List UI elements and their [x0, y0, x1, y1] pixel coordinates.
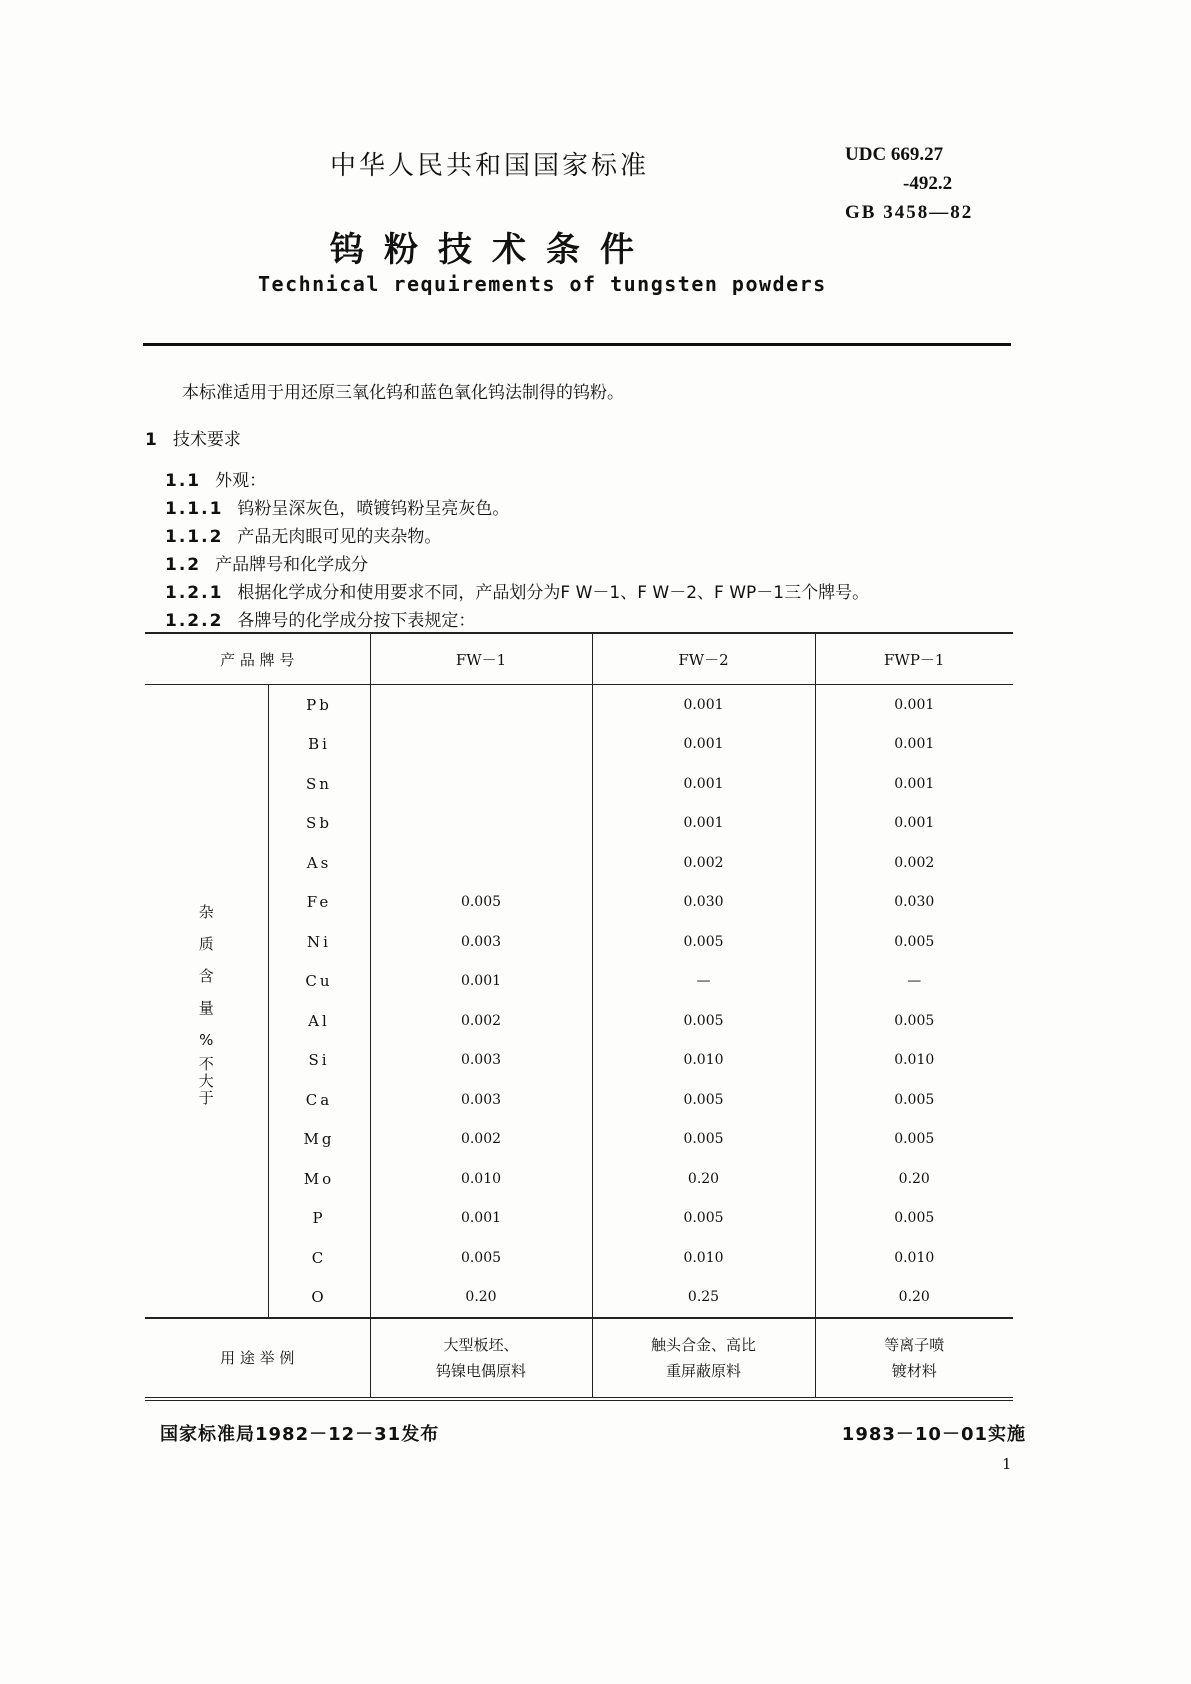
element-cell: Ni [268, 922, 370, 962]
section-number: 1.2 [165, 555, 202, 575]
value-cell: 0.005 [592, 1080, 815, 1120]
udc-code-suffix: -492.2 [903, 173, 953, 194]
value-cell: 0.003 [370, 1041, 592, 1081]
section-number: 1.1.2 [165, 527, 224, 547]
table-row [145, 685, 1013, 725]
table-row [145, 804, 1013, 844]
grade-header: 产 品 牌 号 [145, 633, 370, 685]
category-char: 质 [198, 934, 214, 953]
category-char: 杂 [198, 902, 214, 921]
usage-line: 镀材料 [891, 1362, 937, 1380]
value-cell: 0.001 [370, 962, 592, 1002]
value-cell: 0.002 [370, 1001, 592, 1041]
table-row [145, 1041, 1013, 1081]
table-row [145, 1199, 1013, 1239]
table-row [145, 725, 1013, 765]
element-cell: P [268, 1199, 370, 1239]
element-cell: Cu [268, 962, 370, 1002]
page-number: 1 [1002, 1455, 1012, 1473]
table-row [145, 764, 1013, 804]
value-cell: 0.030 [592, 883, 815, 923]
element-cell: Si [268, 1041, 370, 1081]
value-cell: 0.003 [370, 1080, 592, 1120]
value-cell: 0.010 [592, 1041, 815, 1081]
value-cell: 0.20 [815, 1159, 1013, 1199]
section-number: 1.2.2 [165, 611, 224, 631]
table-row [145, 962, 1013, 1002]
col-header: FWP－1 [815, 633, 1013, 685]
value-cell: 0.005 [592, 1120, 815, 1160]
category-char: 量 [198, 998, 214, 1017]
value-cell: 0.010 [370, 1159, 592, 1199]
section-text: 外观： [215, 471, 267, 491]
value-cell: 0.001 [815, 685, 1013, 725]
section-number: 1.1.1 [165, 499, 224, 519]
category-char: 含 [198, 966, 214, 985]
section-1-1-1 [165, 494, 509, 519]
usage-line: 重屏蔽原料 [665, 1362, 741, 1380]
category-char: 于 [198, 1088, 214, 1107]
section-text: 根据化学成分和使用要求不同，产品划分为F W－1、F W－2、F WP－1三个牌号。 [237, 583, 870, 603]
usage-row [145, 1318, 1013, 1399]
section-1 [145, 425, 241, 450]
value-cell: 0.005 [815, 1120, 1013, 1160]
table-header-row [145, 633, 1013, 685]
section-1-2 [165, 550, 368, 575]
table-row [145, 1238, 1013, 1278]
element-cell: C [268, 1238, 370, 1278]
category-char: 大 [198, 1071, 214, 1090]
value-cell: 0.010 [592, 1238, 815, 1278]
element-cell: Sn [268, 764, 370, 804]
element-cell: Sb [268, 804, 370, 844]
table-row [145, 1159, 1013, 1199]
table-row [145, 1278, 1013, 1319]
section-1-1 [165, 466, 266, 491]
value-cell: 0.20 [815, 1278, 1013, 1319]
value-cell [370, 843, 592, 883]
usage-line: 等离子喷 [884, 1336, 945, 1354]
element-cell: Mg [268, 1120, 370, 1160]
section-number: 1.2.1 [165, 583, 224, 603]
section-text: 产品牌号和化学成分 [215, 555, 369, 575]
value-cell: 0.001 [370, 1199, 592, 1239]
table-row [145, 1080, 1013, 1120]
section-text: 技术要求 [172, 430, 241, 450]
value-cell: 0.001 [815, 764, 1013, 804]
title-en: Technical requirements of tungsten powders [258, 272, 827, 296]
value-cell: 0.030 [815, 883, 1013, 923]
value-cell: 0.002 [815, 843, 1013, 883]
value-cell [370, 725, 592, 765]
value-cell: 0.005 [815, 922, 1013, 962]
value-cell: 0.005 [370, 1238, 592, 1278]
value-cell: 0.002 [592, 843, 815, 883]
usage-line: 大型板坯、 [443, 1336, 519, 1354]
section-number: 1.1 [165, 471, 202, 491]
category-char: 不 [198, 1054, 214, 1073]
element-cell: Al [268, 1001, 370, 1041]
section-number: 1 [145, 430, 159, 450]
category-char: % [199, 1030, 214, 1049]
value-cell: 0.005 [815, 1199, 1013, 1239]
udc-code: UDC 669.27 [845, 144, 944, 165]
value-cell: 0.20 [592, 1159, 815, 1199]
value-cell: 0.010 [815, 1238, 1013, 1278]
value-cell: — [815, 962, 1013, 1002]
gb-code: GB 3458—82 [845, 202, 974, 223]
value-cell: 0.002 [370, 1120, 592, 1160]
section-text: 各牌号的化学成分按下表规定： [237, 611, 476, 631]
table-row [145, 922, 1013, 962]
col-header: FW－1 [370, 633, 592, 685]
value-cell: 0.25 [592, 1278, 815, 1319]
value-cell: 0.003 [370, 922, 592, 962]
section-text: 产品无肉眼可见的夹杂物。 [237, 527, 442, 547]
table-row [145, 1001, 1013, 1041]
value-cell: 0.20 [370, 1278, 592, 1319]
value-cell: 0.005 [815, 1080, 1013, 1120]
value-cell: 0.001 [815, 725, 1013, 765]
element-cell: Mo [268, 1159, 370, 1199]
value-cell: 0.001 [592, 685, 815, 725]
table-row [145, 1120, 1013, 1160]
element-cell: Pb [268, 685, 370, 725]
value-cell [370, 764, 592, 804]
value-cell [370, 685, 592, 725]
title-cn: 钨粉技术条件 [330, 230, 654, 270]
value-cell: 0.010 [815, 1041, 1013, 1081]
value-cell: 0.005 [370, 883, 592, 923]
value-cell: 0.001 [592, 804, 815, 844]
element-cell: Fe [268, 883, 370, 923]
section-text: 钨粉呈深灰色，喷镀钨粉呈亮灰色。 [237, 499, 510, 519]
table-row [145, 883, 1013, 923]
value-cell: 0.001 [592, 764, 815, 804]
section-1-2-2 [165, 606, 475, 631]
section-1-2-1 [165, 578, 869, 603]
usage-cell [815, 1318, 1013, 1399]
value-cell: — [592, 962, 815, 1002]
value-cell: 0.005 [592, 1001, 815, 1041]
value-cell [370, 804, 592, 844]
value-cell: 0.005 [592, 922, 815, 962]
usage-cell [592, 1318, 815, 1399]
element-cell: O [268, 1278, 370, 1319]
usage-line: 触头合金、高比 [650, 1336, 756, 1354]
element-cell: Ca [268, 1080, 370, 1120]
divider [143, 343, 1011, 346]
category-label [145, 685, 268, 1319]
effective-date: 1983－10－01实施 [841, 1424, 1026, 1445]
issue-date: 国家标准局1982－12－31发布 [160, 1424, 440, 1445]
usage-label: 用 途 举 例 [145, 1318, 370, 1399]
udc-block [845, 140, 973, 227]
usage-cell [370, 1318, 592, 1399]
standard-name: 中华人民共和国国家标准 [330, 151, 650, 181]
composition-table [145, 632, 1013, 1401]
element-cell: Bi [268, 725, 370, 765]
col-header: FW－2 [592, 633, 815, 685]
section-1-1-2 [165, 522, 441, 547]
usage-line: 钨镍电偶原料 [435, 1362, 526, 1380]
element-cell: As [268, 843, 370, 883]
value-cell: 0.001 [815, 804, 1013, 844]
table-row [145, 843, 1013, 883]
value-cell: 0.005 [592, 1199, 815, 1239]
value-cell: 0.005 [815, 1001, 1013, 1041]
value-cell: 0.001 [592, 725, 815, 765]
intro-text: 本标准适用于用还原三氧化钨和蓝色氧化钨法制得的钨粉。 [182, 383, 624, 403]
